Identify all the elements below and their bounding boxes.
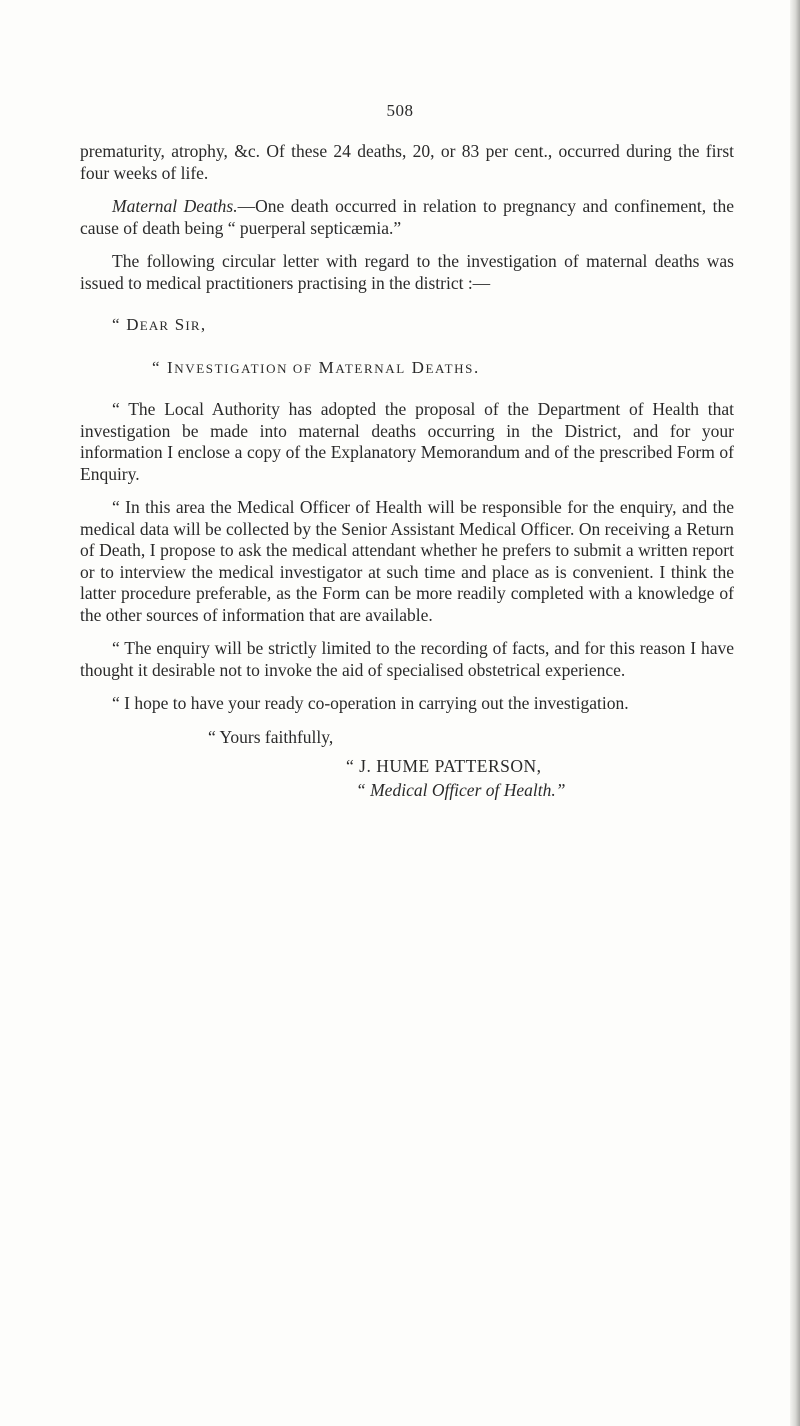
letter-heading: “ INVESTIGATION OF MATERNAL DEATHS. (152, 357, 480, 377)
maternal-deaths-heading: Maternal Deaths. (112, 196, 238, 216)
letter-salutation-text: “ DEAR SIR, (112, 315, 207, 334)
maternal-deaths-paragraph (80, 196, 734, 239)
letter-signature-title: “ Medical Officer of Health.” (356, 779, 566, 800)
letter-paragraph-4: “ I hope to have your ready co-operation in carrying out the investigation. (112, 693, 629, 713)
letter-paragraph-3: “ The enquiry will be strictly limited to the recording of facts, and for this reason I have thought it desirable not to invoke the aid of specialised obstetrical experience. (80, 638, 734, 680)
letter-salutation (80, 314, 734, 337)
letter-paragraph-1: “ The Local Authority has adopted the proposal of the Department of Health that investigation be made into maternal deaths occurring in the District, and for your information I enclose a copy of the Explanatory Memorandum and of the prescribed Form of Enquiry. (80, 399, 734, 484)
page-body (80, 141, 734, 801)
intro-paragraph-1: prematurity, atrophy, &c. Of these 24 deaths, 20, or 83 per cent., occurred during the first four weeks of life. (80, 141, 734, 183)
intro-paragraph-3: The following circular letter with regard to the investigation of maternal deaths was issued to medical practitioners practising in the district :— (80, 251, 734, 293)
maternal-deaths-text: —One death occurred in relation to pregnancy and confinement, the cause of death being “ puerperal septicæmia.” (80, 196, 734, 238)
letter-signature: “ J. HUME PATTERSON, (346, 756, 542, 776)
page-number: 508 (386, 101, 414, 120)
letter-paragraph-2: “ In this area the Medical Officer of Health will be responsible for the enquiry, and the medical data will be collected by the Senior Assistant Medical Officer. On receiving a Return of Death, I propose to ask the medical attendant whether he prefers to submit a written report or to interview the medical investigator at such time and place as is convenient. I think the latter procedure preferable, as the Form can be more readily completed with a knowledge of the other sources of information that are available. (80, 497, 734, 625)
letter-closing: “ Yours faithfully, (208, 726, 334, 747)
page-edge-shadow (790, 0, 800, 1426)
